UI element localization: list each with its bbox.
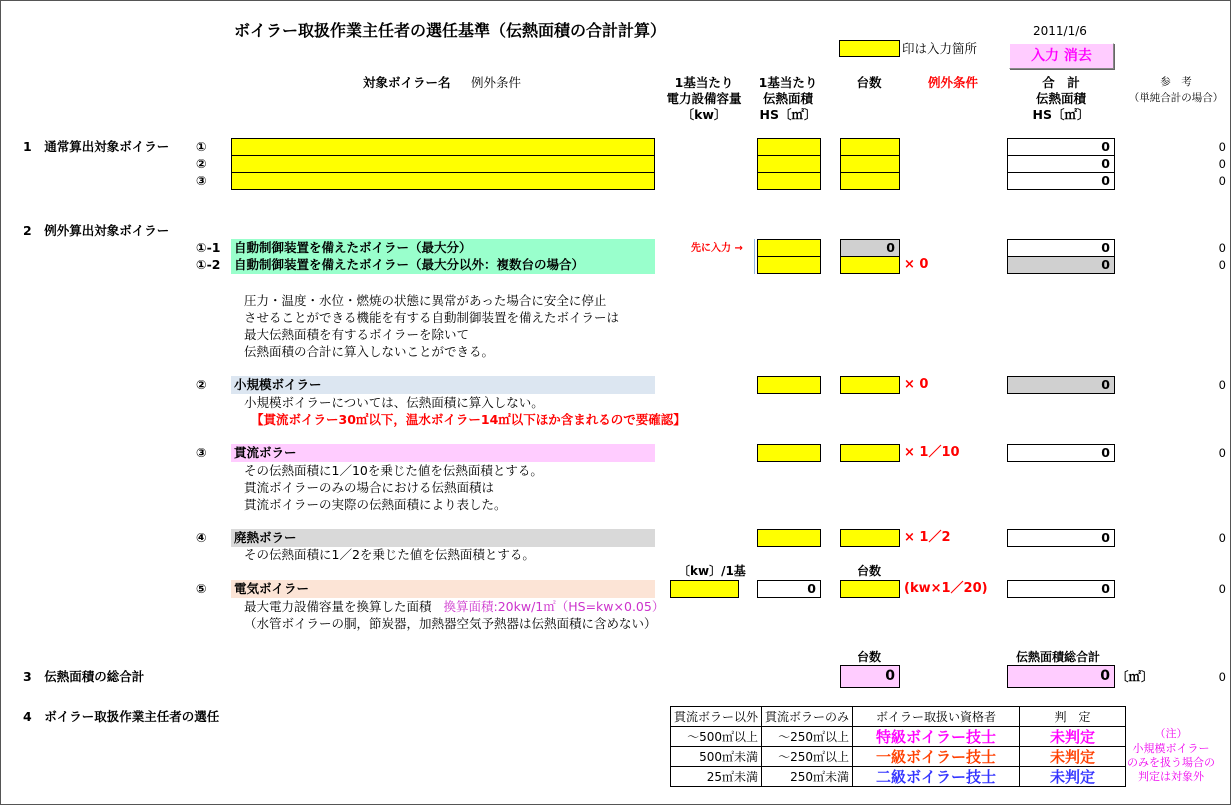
conversion-formula: 換算面積:20kw/1㎡（HS=kw×0.05） <box>443 599 665 614</box>
hs-input[interactable] <box>757 376 821 394</box>
section2-label: 2 例外算出対象ボイラー <box>23 223 170 238</box>
col-reference-line2: （単純合計の場合） <box>1128 92 1224 104</box>
grand-total-unit: 〔㎡〕 <box>1116 669 1154 684</box>
boiler-name-input[interactable] <box>231 172 655 190</box>
row-marker: ①-2 <box>196 257 221 272</box>
total-value: 0 <box>1007 172 1115 190</box>
factor-label: × 0 <box>904 377 929 392</box>
total-value: 0 <box>1007 256 1115 274</box>
cell-judgement: 未判定 <box>1020 727 1126 747</box>
table-row <box>671 767 1126 787</box>
small-boiler-warning: 【貫流ボイラー30㎡以下，温水ボイラー14㎡以下ほか含まれるので要確認】 <box>251 412 686 427</box>
auto-control-description: 最大伝熱面積を有するボイラーを除いて <box>244 327 470 342</box>
count-input[interactable] <box>840 138 900 156</box>
table-row <box>671 747 1126 767</box>
page-title: ボイラー取扱作業主任者の選任基準（伝熱面積の合計計算） <box>234 21 667 40</box>
header-judgement: 判 定 <box>1020 707 1126 727</box>
reference-value: 0 <box>1218 378 1226 392</box>
cell-qualification: 二級ボイラー技士 <box>853 767 1020 787</box>
small-boiler-label: 小規模ボイラー <box>231 376 655 394</box>
col-kw-line1: 1基当たり <box>674 75 734 90</box>
section3-label: 3 伝熱面積の総合計 <box>23 669 145 684</box>
reference-value: 0 <box>1218 582 1226 596</box>
table-row <box>671 727 1126 747</box>
reference-value: 0 <box>1218 258 1226 272</box>
cell-judgement: 未判定 <box>1020 767 1126 787</box>
kw-per-unit-label: 〔kw〕/1基 <box>678 564 746 578</box>
small-boiler-note-title: （注） <box>1154 727 1188 740</box>
input-legend-label: 印は入力箇所 <box>902 41 978 56</box>
header-qualification: ボイラー取扱い資格者 <box>853 707 1020 727</box>
grand-total-label: 伝熱面積総合計 <box>1016 650 1101 664</box>
auto-control-other-label: 自動制御装置を備えたボイラー（最大分以外：複数台の場合） <box>231 256 655 274</box>
waste-heat-description: その伝熱面積に1／2を乗じた値を伝熱面積とする。 <box>244 547 535 562</box>
small-boiler-note: 小規模ボイラーについては、伝熱面積に算入しない。 <box>244 395 544 410</box>
once-through-description: その伝熱面積に1／10を乗じた値を伝熱面積とする。 <box>244 463 543 478</box>
auto-control-description: させることができる機能を有する自動制御装置を備えたボイラーは <box>244 310 620 325</box>
electric-exclusion: （水管ボイラーの胴，節炭器，加熱器空気予熱器は伝熱面積に含めない） <box>244 616 657 631</box>
col-exception-condition: 例外条件 <box>927 75 978 90</box>
cell-qualification: 特級ボイラー技士 <box>853 727 1020 747</box>
total-value: 0 <box>1007 529 1115 547</box>
input-legend-swatch <box>839 40 900 57</box>
count-input[interactable] <box>840 172 900 190</box>
clear-input-button[interactable]: 入力 消去 <box>1009 43 1114 69</box>
cell-qualification: 一級ボイラー技士 <box>853 747 1020 767</box>
total-value: 0 <box>1007 155 1115 173</box>
row-marker: ④ <box>196 530 207 545</box>
auto-control-description: 伝熱面積の合計に算入しないことができる。 <box>244 344 495 359</box>
small-boiler-note-line: 小規模ボイラー <box>1132 742 1210 755</box>
once-through-description: 貫流ボイラーのみの場合における伝熱面積は <box>244 480 495 495</box>
header-once-through-only: 貫流ボラーのみ <box>762 707 853 727</box>
row-marker: ② <box>196 377 207 392</box>
factor-label: × 1／10 <box>904 445 960 460</box>
hs-input[interactable] <box>757 138 821 156</box>
section4-label: 4 ボイラー取扱作業主任者の選任 <box>23 709 220 724</box>
count-input[interactable] <box>840 580 900 598</box>
boiler-name-input[interactable] <box>231 138 655 156</box>
col-reference-line1: 参 考 <box>1160 76 1192 88</box>
factor-label: (kw×1／20) <box>904 581 988 596</box>
col-total-line1: 合 計 <box>1042 75 1080 90</box>
col-kw-line3: 〔kw〕 <box>681 107 727 122</box>
auto-control-description: 圧力・温度・水位・燃焼の状態に異常があった場合に安全に停止 <box>244 293 607 308</box>
bracket-line <box>754 239 755 274</box>
total-value: 0 <box>1007 239 1115 257</box>
hs-input[interactable] <box>757 155 821 173</box>
factor-label: × 0 <box>904 257 929 272</box>
kw-input[interactable] <box>670 580 739 598</box>
row-marker: ① <box>196 139 207 154</box>
boiler-name-input[interactable] <box>231 155 655 173</box>
hs-value: 0 <box>757 580 821 598</box>
reference-value: 0 <box>1218 140 1226 154</box>
count-input[interactable] <box>840 376 900 394</box>
row-marker: ③ <box>196 173 207 188</box>
row-marker: ② <box>196 156 207 171</box>
reference-value: 0 <box>1218 241 1226 255</box>
col-hs-line3: HS〔㎡〕 <box>759 107 817 122</box>
total-value: 0 <box>1007 580 1115 598</box>
count-input[interactable] <box>840 256 900 274</box>
grand-total-value: 0 <box>1007 665 1115 688</box>
grand-count-label: 台数 <box>857 650 882 664</box>
electric-description <box>244 598 664 615</box>
electric-note: 最大電力設備容量を換算した面積 <box>244 599 432 614</box>
count-input[interactable] <box>840 155 900 173</box>
row-marker: ③ <box>196 445 207 460</box>
total-value: 0 <box>1007 444 1115 462</box>
col-hs-line2: 伝熱面積 <box>762 91 813 106</box>
cell-once-through-only: 250㎡未満 <box>762 767 853 787</box>
grand-count-value: 0 <box>840 665 900 688</box>
row-marker: ①-1 <box>196 240 221 255</box>
once-through-boiler-label: 貫流ボラー <box>231 444 655 462</box>
reference-value: 0 <box>1218 446 1226 460</box>
total-value: 0 <box>1007 376 1115 394</box>
table-header-row <box>671 707 1126 727</box>
auto-control-max-label: 自動制御装置を備えたボイラー（最大分） <box>231 239 655 257</box>
cell-once-through-only: ～250㎡以上 <box>762 747 853 767</box>
electric-count-label: 台数 <box>857 564 882 578</box>
count-value: 0 <box>840 239 900 257</box>
cell-other-than-once-through: 25㎡未満 <box>671 767 762 787</box>
factor-label: × 1／2 <box>904 530 951 545</box>
qualification-table <box>670 706 1126 787</box>
count-input[interactable] <box>840 529 900 547</box>
cell-other-than-once-through: 500㎡未満 <box>671 747 762 767</box>
col-kw-line2: 電力設備容量 <box>666 91 742 106</box>
total-value: 0 <box>1007 138 1115 156</box>
col-total-line2: 伝熱面積 <box>1035 91 1086 106</box>
col-boiler-name: 対象ボイラー名 <box>363 75 451 90</box>
reference-value: 0 <box>1218 157 1226 171</box>
section1-label: 1 通常算出対象ボイラー <box>23 139 170 154</box>
hs-input[interactable] <box>757 256 821 274</box>
col-count: 台数 <box>856 75 882 90</box>
waste-heat-boiler-label: 廃熱ボラー <box>231 529 655 547</box>
hs-input[interactable] <box>757 529 821 547</box>
reference-value: 0 <box>1218 174 1226 188</box>
col-hs-line1: 1基当たり <box>758 75 818 90</box>
enter-first-hint: 先に入力 → <box>691 243 743 254</box>
electric-boiler-label: 電気ボイラー <box>231 580 655 598</box>
hs-input[interactable] <box>757 444 821 462</box>
col-total-line3: HS〔㎡〕 <box>1032 107 1090 122</box>
small-boiler-note-line: のみを扱う場合の <box>1127 756 1215 769</box>
count-input[interactable] <box>840 444 900 462</box>
cell-other-than-once-through: ～500㎡以上 <box>671 727 762 747</box>
reference-value: 0 <box>1218 670 1226 684</box>
reference-value: 0 <box>1218 531 1226 545</box>
cell-once-through-only: ～250㎡以上 <box>762 727 853 747</box>
hs-input[interactable] <box>757 172 821 190</box>
col-exception: 例外条件 <box>471 75 522 90</box>
cell-judgement: 未判定 <box>1020 747 1126 767</box>
date: 2011/1/6 <box>1033 24 1087 38</box>
hs-input[interactable] <box>757 239 821 257</box>
header-other-than-once-through: 貫流ボラー以外 <box>671 707 762 727</box>
small-boiler-note-line: 判定は対象外 <box>1138 770 1204 783</box>
row-marker: ⑤ <box>196 581 207 596</box>
once-through-description: 貫流ボイラーの実際の伝熱面積により表した。 <box>244 497 507 512</box>
